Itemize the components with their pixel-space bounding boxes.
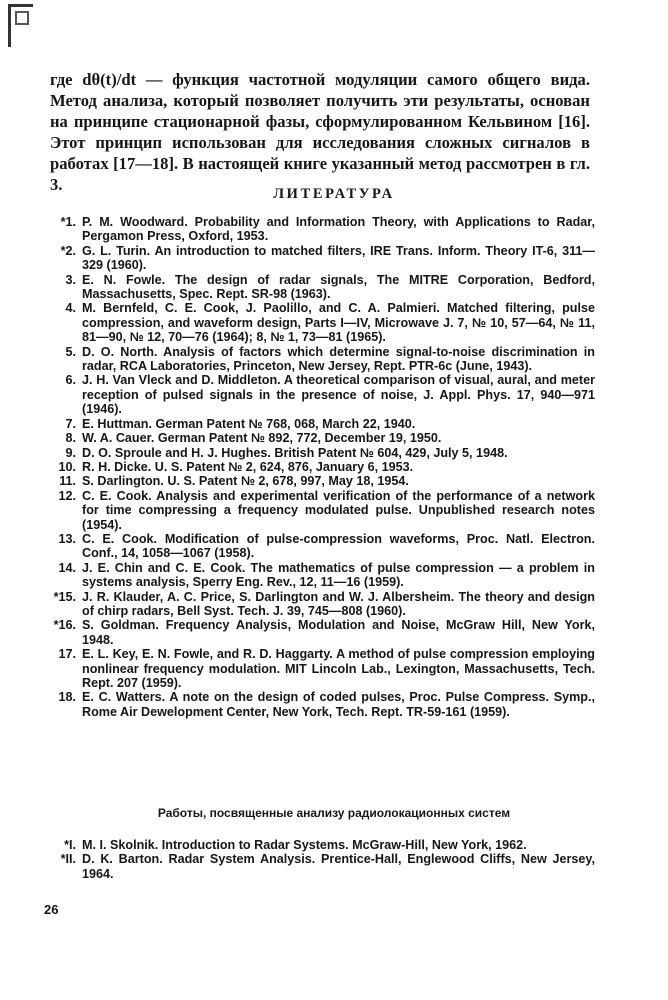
reference-text: E. L. Key, E. N. Fowle, and R. D. Haggarty. A method of pulse compression employing nonlinear frequency modulation. MIT Lincoln Lab., Lexington, Massachusetts, Tech. Rept. 207 (1959). <box>82 647 595 690</box>
reference-text: M. Bernfeld, C. E. Cook, J. Paolillo, and C. A. Palmieri. Matched filtering, pulse compression, and waveform design, Parts I—IV, Microwave J. 7, № 10, 57—64, № 11, 81—90, № 12, 70—76 (1964); 8, № 1, 73—81 (1965). <box>82 301 595 345</box>
reference-number: 18. <box>58 690 76 705</box>
intro-paragraph: где dθ(t)/dt — функция частотной модуляции самого общего вида. Метод анализа, который позволяет получить эти результаты, основан на принципе стационарной фазы, сформулированном Кельвином [16]. Этот принцип использован для исследования сложных сигналов в работах [17—18]. В настоящей книге указанный метод рассмотрен в гл. 3. <box>50 69 590 194</box>
corner-ornament-icon <box>8 4 33 47</box>
reference-number: 10. <box>58 459 76 474</box>
subheading: Работы, посвященные анализу радиолокационных систем <box>157 806 511 820</box>
reference-text: R. H. Dicke. U. S. Patent № 2, 624, 876, January 6, 1953. <box>82 459 414 474</box>
reference-number: 4. <box>65 301 76 316</box>
reference-list-systems <box>50 838 595 881</box>
reference-item <box>50 301 595 344</box>
reference-item <box>50 244 595 273</box>
reference-text: P. M. Woodward. Probability and Information Theory, with Applications to Radar, Pergamon Press, Oxford, 1953. <box>82 215 595 244</box>
reference-item <box>50 345 595 374</box>
reference-item <box>50 690 595 719</box>
reference-number: 9. <box>65 445 76 460</box>
reference-text: D. O. North. Analysis of factors which determine signal-to-noise discrimination in radar, RCA Laboratories, Princeton, New Jersey, Rept. PTR-6c (June, 1943). <box>82 344 595 374</box>
reference-item <box>50 215 595 244</box>
reference-number: 13. <box>58 531 76 546</box>
reference-item <box>50 618 595 647</box>
reference-item <box>50 474 595 488</box>
reference-number: 14. <box>58 560 76 575</box>
reference-number: 7. <box>65 416 76 431</box>
reference-text: J. R. Klauder, A. C. Price, S. Darlington and W. J. Albersheim. The theory and design of chirp radars, Bell Syst. Tech. J. 39, 745—808 (1960). <box>82 589 595 618</box>
reference-number: 12. <box>58 488 76 503</box>
reference-text: J. E. Chin and C. E. Cook. The mathematics of pulse compression — a problem in systems analysis, Sperry Eng. Rev., 12, 11—16 (1959). <box>82 560 595 590</box>
reference-item <box>50 838 595 852</box>
reference-item <box>50 446 595 460</box>
reference-item <box>50 561 595 590</box>
reference-text: J. H. Van Vleck and D. Middleton. A theoretical comparison of visual, aural, and meter reception of pulsed signals in the presence of noise, J. Appl. Phys. 17, 940—971 (1946). <box>82 373 595 417</box>
reference-item <box>50 373 595 416</box>
reference-item <box>50 852 595 881</box>
reference-text: E. Huttman. German Patent № 768, 068, March 22, 1940. <box>82 416 416 431</box>
reference-list <box>50 215 595 719</box>
reference-item <box>50 417 595 431</box>
reference-item <box>50 590 595 619</box>
reference-text: D. K. Barton. Radar System Analysis. Prentice-Hall, Englewood Cliffs, New Jersey, 1964. <box>82 852 595 881</box>
reference-text: C. E. Cook. Modification of pulse-compression waveforms, Proc. Natl. Electron. Conf., 14, 1058—1067 (1958). <box>82 531 595 561</box>
reference-number: 8. <box>65 431 76 446</box>
reference-number: *II. <box>60 852 76 867</box>
reference-item <box>50 489 595 532</box>
reference-number: 6. <box>65 373 76 388</box>
reference-number: 5. <box>65 344 76 359</box>
reference-number: *16. <box>53 618 76 633</box>
reference-number: 11. <box>59 474 76 489</box>
reference-item <box>50 273 595 302</box>
page-number: 26 <box>44 902 59 917</box>
reference-number: *2. <box>60 243 76 258</box>
section-title: ЛИТЕРАТУРА <box>273 186 395 202</box>
reference-number: *15. <box>53 589 76 604</box>
reference-item <box>50 647 595 690</box>
reference-text: G. L. Turin. An introduction to matched filters, IRE Trans. Inform. Theory IT-6, 311—329 (1960). <box>82 243 595 273</box>
reference-text: S. Goldman. Frequency Analysis, Modulation and Noise, McGraw Hill, New York, 1948. <box>82 618 595 647</box>
reference-text: E. C. Watters. A note on the design of coded pulses, Proc. Pulse Compress. Symp., Rome Air Dewelopment Center, New York, Tech. Rept. TR-59-161 (1959). <box>82 690 595 719</box>
reference-number: 3. <box>65 272 76 287</box>
reference-text: M. I. Skolnik. Introduction to Radar Systems. McGraw-Hill, New York, 1962. <box>82 838 527 852</box>
reference-text: S. Darlington. U. S. Patent № 2, 678, 997, May 18, 1954. <box>82 474 409 489</box>
reference-item <box>50 532 595 561</box>
reference-text: E. N. Fowle. The design of radar signals, The MITRE Corporation, Bedford, Massachusetts, Spec. Rept. SR-98 (1963). <box>82 272 595 302</box>
reference-number: *I. <box>64 838 76 852</box>
reference-text: D. O. Sproule and H. J. Hughes. British Patent № 604, 429, July 5, 1948. <box>82 445 508 460</box>
reference-item <box>50 431 595 445</box>
reference-item <box>50 460 595 474</box>
reference-number: *1. <box>60 215 76 229</box>
reference-number: 17. <box>58 647 76 662</box>
reference-text: W. A. Cauer. German Patent № 892, 772, December 19, 1950. <box>82 431 442 446</box>
reference-text: C. E. Cook. Analysis and experimental verification of the performance of a network for time compressing a frequency modulated pulse. Unpublished research notes (1954). <box>82 488 595 532</box>
